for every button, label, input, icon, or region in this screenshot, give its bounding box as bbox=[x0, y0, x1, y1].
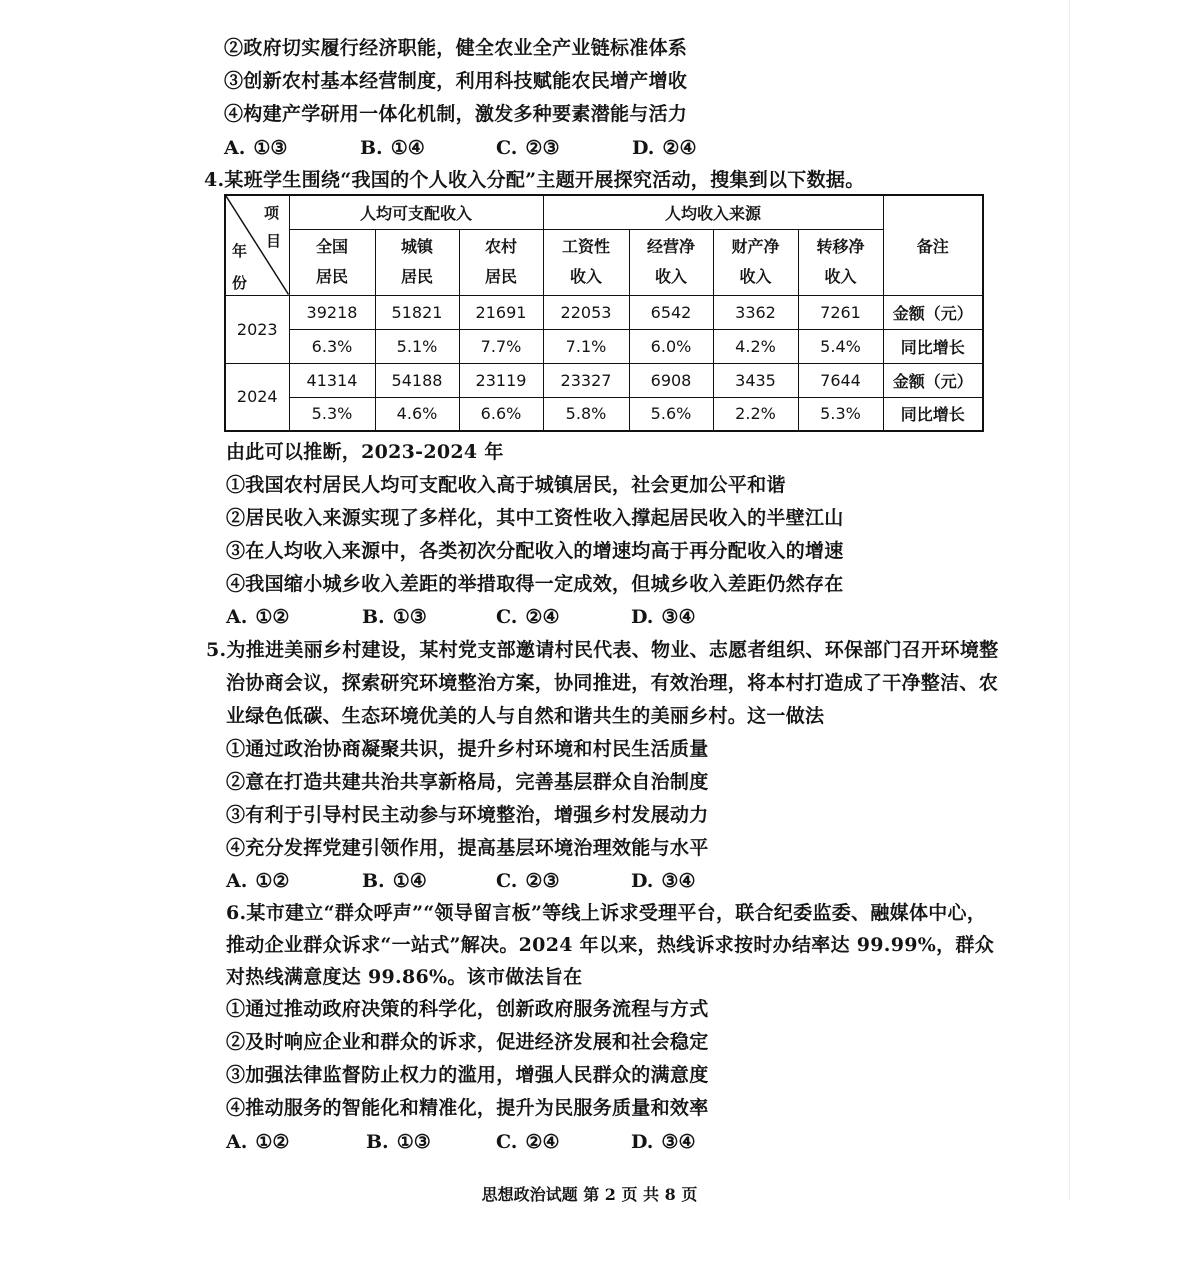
table-cell: 22053 bbox=[543, 295, 629, 329]
table-cell: 23327 bbox=[543, 363, 629, 397]
table-cell: 3362 bbox=[713, 295, 798, 329]
subheader-transfer: 转移净 收入 bbox=[798, 229, 883, 295]
table-cell: 6908 bbox=[629, 363, 713, 397]
q4-options bbox=[226, 603, 986, 631]
q4-item-4: ④我国缩小城乡收入差距的举措取得一定成效，但城乡收入差距仍然存在 bbox=[226, 573, 844, 595]
q5-item-2: ②意在打造共建共治共享新格局，完善基层群众自治制度 bbox=[226, 771, 709, 793]
subheader-property: 财产净 收入 bbox=[713, 229, 798, 295]
q4-option-d[interactable]: D. ③④ bbox=[631, 606, 696, 628]
q4-item-3: ③在人均收入来源中，各类初次分配收入的增速均高于再分配收入的增速 bbox=[226, 540, 844, 562]
q6-item-2: ②及时响应企业和群众的诉求，促进经济发展和社会稳定 bbox=[226, 1031, 709, 1053]
q4-stem: 4.某班学生围绕“我国的个人收入分配”主题开展探究活动，搜集到以下数据。 bbox=[204, 169, 865, 191]
q5-item-4: ④充分发挥党建引领作用，提高基层环境治理效能与水平 bbox=[226, 837, 709, 859]
table-cell: 5.1% bbox=[375, 329, 459, 363]
year-cell: 2024 bbox=[225, 363, 289, 431]
table-cell: 7261 bbox=[798, 295, 883, 329]
q3-options bbox=[224, 134, 984, 162]
table-cell: 7644 bbox=[798, 363, 883, 397]
page-footer: 思想政治试题 第 2 页 共 8 页 bbox=[481, 1185, 698, 1204]
q5-stem-line-1: 5.为推进美丽乡村建设，某村党支部邀请村民代表、物业、志愿者组织、环保部门召开环境整 bbox=[206, 639, 999, 661]
page-edge-shadow bbox=[1069, 0, 1070, 1200]
table-cell: 4.6% bbox=[375, 397, 459, 431]
q5-option-b[interactable]: B. ①④ bbox=[362, 870, 427, 892]
remark-cell: 同比增长 bbox=[883, 397, 983, 431]
subheader-wage: 工资性 收入 bbox=[543, 229, 629, 295]
corner-label-year-1: 年 bbox=[232, 242, 248, 260]
table-corner-cell bbox=[225, 195, 289, 295]
q4-option-c[interactable]: C. ②④ bbox=[496, 606, 560, 628]
q6-options bbox=[226, 1128, 986, 1156]
q5-stem-line-2: 治协商会议，探索研究环境整治方案，协同推进，有效治理，将本村打造成了干净整洁、农 bbox=[226, 672, 999, 694]
table-cell: 51821 bbox=[375, 295, 459, 329]
table-cell: 5.3% bbox=[798, 397, 883, 431]
remark-cell: 同比增长 bbox=[883, 329, 983, 363]
year-cell: 2023 bbox=[225, 295, 289, 363]
income-table bbox=[224, 194, 984, 432]
table-cell: 6.6% bbox=[459, 397, 543, 431]
table-cell: 6.0% bbox=[629, 329, 713, 363]
table-cell: 6542 bbox=[629, 295, 713, 329]
table-row bbox=[225, 363, 983, 397]
q6-item-4: ④推动服务的智能化和精准化，提升为民服务质量和效率 bbox=[226, 1097, 709, 1119]
header-remark: 备注 bbox=[883, 195, 983, 295]
q6-option-c[interactable]: C. ②④ bbox=[496, 1131, 560, 1153]
table-cell: 2.2% bbox=[713, 397, 798, 431]
table-cell: 39218 bbox=[289, 295, 375, 329]
subheader-national: 全国 居民 bbox=[289, 229, 375, 295]
table-cell: 41314 bbox=[289, 363, 375, 397]
q6-stem-line-3: 对热线满意度达 99.86%。该市做法旨在 bbox=[226, 966, 583, 988]
q6-stem-line-1: 6.某市建立“群众呼声”“领导留言板”等线上诉求受理平台，联合纪委监委、融媒体中心， bbox=[226, 902, 987, 924]
q6-option-b[interactable]: B. ①③ bbox=[366, 1131, 431, 1153]
q3-option-b[interactable]: B. ①④ bbox=[360, 137, 425, 159]
table-cell: 5.3% bbox=[289, 397, 375, 431]
q4-option-a[interactable]: A. ①② bbox=[226, 606, 290, 628]
q5-item-3: ③有利于引导村民主动参与环境整治，增强乡村发展动力 bbox=[226, 804, 709, 826]
table-cell: 4.2% bbox=[713, 329, 798, 363]
corner-label-item-2: 目 bbox=[266, 232, 282, 250]
q5-option-c[interactable]: C. ②③ bbox=[496, 870, 560, 892]
q5-option-a[interactable]: A. ①② bbox=[226, 870, 290, 892]
table-cell: 5.6% bbox=[629, 397, 713, 431]
q4-option-b[interactable]: B. ①③ bbox=[362, 606, 427, 628]
subheader-urban: 城镇 居民 bbox=[375, 229, 459, 295]
table-row bbox=[225, 397, 983, 431]
table-cell: 7.7% bbox=[459, 329, 543, 363]
table-cell: 5.4% bbox=[798, 329, 883, 363]
header-disposable-income: 人均可支配收入 bbox=[289, 195, 543, 229]
q3-item-3: ③创新农村基本经营制度，利用科技赋能农民增产增收 bbox=[224, 70, 688, 92]
q3-item-2: ②政府切实履行经济职能，健全农业全产业链标准体系 bbox=[224, 37, 688, 59]
subheader-rural: 农村 居民 bbox=[459, 229, 543, 295]
q4-item-2: ②居民收入来源实现了多样化，其中工资性收入撑起居民收入的半壁江山 bbox=[226, 507, 844, 529]
q3-option-c[interactable]: C. ②③ bbox=[496, 137, 560, 159]
q6-item-1: ①通过推动政府决策的科学化，创新政府服务流程与方式 bbox=[226, 998, 709, 1020]
q5-option-d[interactable]: D. ③④ bbox=[631, 870, 696, 892]
table-cell: 5.8% bbox=[543, 397, 629, 431]
remark-cell: 金额（元） bbox=[883, 363, 983, 397]
header-income-sources: 人均收入来源 bbox=[543, 195, 883, 229]
q5-stem-line-3: 业绿色低碳、生态环境优美的人与自然和谐共生的美丽乡村。这一做法 bbox=[226, 705, 825, 727]
subheader-business: 经营净 收入 bbox=[629, 229, 713, 295]
q6-stem-line-2: 推动企业群众诉求“一站式”解决。2024 年以来，热线诉求按时办结率达 99.99%，群众 bbox=[226, 934, 995, 956]
table-row bbox=[225, 329, 983, 363]
q6-option-a[interactable]: A. ①② bbox=[226, 1131, 290, 1153]
q5-options bbox=[226, 867, 986, 895]
table-cell: 21691 bbox=[459, 295, 543, 329]
table-row bbox=[225, 295, 983, 329]
table-cell: 54188 bbox=[375, 363, 459, 397]
table-cell: 7.1% bbox=[543, 329, 629, 363]
q3-option-d[interactable]: D. ②④ bbox=[632, 137, 697, 159]
remark-cell: 金额（元） bbox=[883, 295, 983, 329]
corner-label-year-2: 份 bbox=[232, 274, 248, 292]
q5-item-1: ①通过政治协商凝聚共识，提升乡村环境和村民生活质量 bbox=[226, 738, 709, 760]
table-cell: 23119 bbox=[459, 363, 543, 397]
q4-lead: 由此可以推断，2023-2024 年 bbox=[226, 441, 504, 463]
table-cell: 3435 bbox=[713, 363, 798, 397]
q3-option-a[interactable]: A. ①③ bbox=[224, 137, 288, 159]
q4-item-1: ①我国农村居民人均可支配收入高于城镇居民，社会更加公平和谐 bbox=[226, 474, 786, 496]
q6-option-d[interactable]: D. ③④ bbox=[631, 1131, 696, 1153]
corner-label-item-1: 项 bbox=[264, 204, 280, 222]
table-cell: 6.3% bbox=[289, 329, 375, 363]
q3-item-4: ④构建产学研用一体化机制，激发多种要素潜能与活力 bbox=[224, 103, 688, 125]
q6-item-3: ③加强法律监督防止权力的滥用，增强人民群众的满意度 bbox=[226, 1064, 709, 1086]
